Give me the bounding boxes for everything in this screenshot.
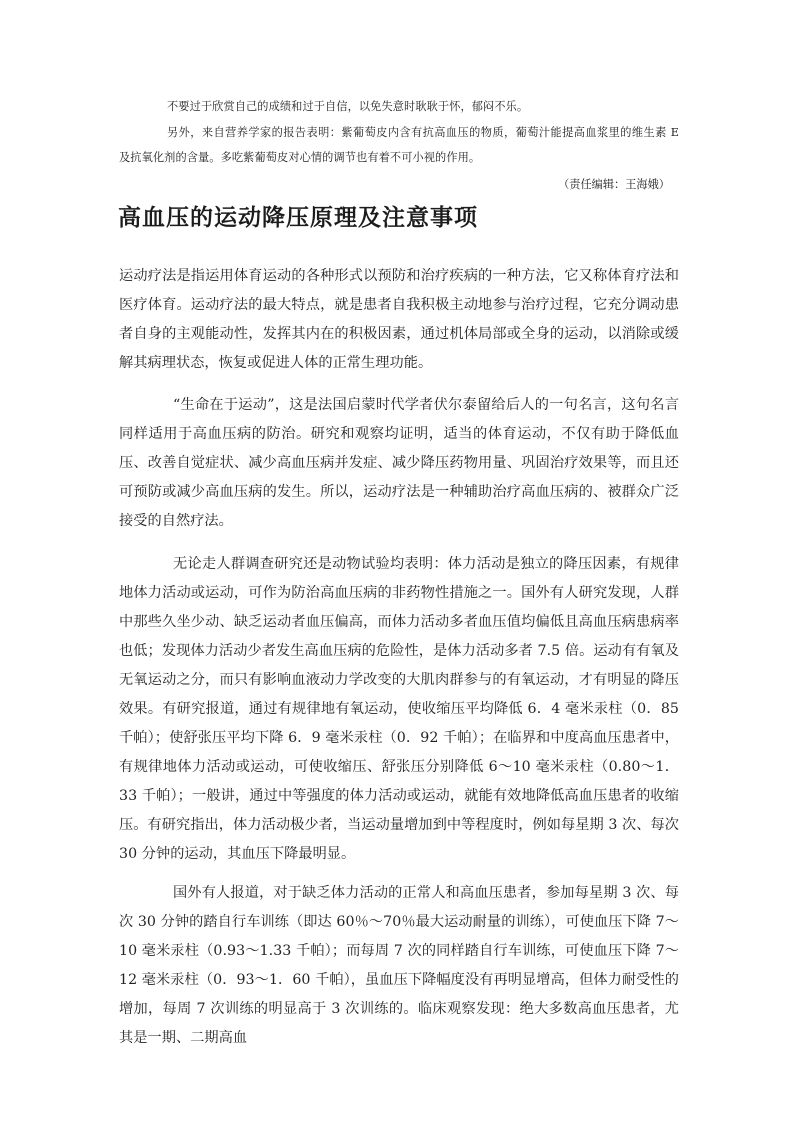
nutrition-paragraph: 另外，来自营养学家的报告表明：紫葡萄皮内含有抗高血压的物质，葡萄汁能提高血浆里的维生素 E 及抗氧化剂的含量。多吃紫葡萄皮对心情的调节也有着不可小视的作用。 bbox=[119, 126, 679, 164]
article-paragraph-4: 国外有人报道，对于缺乏体力活动的正常人和高血压患者，参加每星期 3 次、每次 30 分钟的踏自行车训练（即达 60％～70％最大运动耐量的训练），可使血压下降 7～10 毫米汞柱（0.93～1.33 千帕）；而每周 7 次的同样踏自行车训练，可使血压下降 7～12 毫米汞柱（0．93～1．60 千帕），虽血压下降幅度没有再明显增高，但体力耐受性的增加，每周 7 次训练的明显高于 3 次训练的。临床观察发现：绝大多数高血压患者，尤其是一期、二期高血 bbox=[119, 885, 679, 1046]
closing-paragraph-previous-article: 不要过于欣赏自己的成绩和过于自信，以免失意时耿耿于怀，郁闷不乐。 bbox=[167, 100, 529, 113]
article-paragraph-1: 运动疗法是指运用体育运动的各种形式以预防和治疗疾病的一种方法，它又称体育疗法和医疗体育。运动疗法的最大特点，就是患者自我积极主动地参与治疗过程，它充分调动患者自身的主观能动性，发挥其内在的积极因素，通过机体局部或全身的运动，以消除或缓解其病理状态，恢复或促进人体的正常生理功能。 bbox=[119, 268, 679, 371]
editor-credit: （责任编辑：王海娥） bbox=[558, 178, 670, 191]
article-paragraph-2: “生命在于运动”，这是法国启蒙时代学者伏尔泰留给后人的一句名言，这句名言同样适用于高血压病的防治。研究和观察均证明，适当的体育运动，不仅有助于降低血压、改善自觉症状、减少高血压病并发症、减少降压药物用量、巩固治疗效果等，而且还可预防或减少高血压病的发生。所以，运动疗法是一种辅助治疗高血压病的、被群众广泛接受的自然疗法。 bbox=[119, 397, 679, 529]
article-paragraph-3: 无论走人群调查研究还是动物试验均表明：体力活动是独立的降压因素，有规律地体力活动或运动，可作为防治高血压病的非药物性措施之一。国外有人研究发现，人群中那些久坐少动、缺乏运动者血压偏高，而体力活动多者血压值均偏低且高血压病患病率也低；发现体力活动少者发生高血压病的危险性，是体力活动多者 7.5 倍。运动有有氧及无氧运动之分，而只有影响血液动力学改变的大肌肉群参与的有氧运动，才有明显的降压效果。有研究报道，通过有规律地有氧运动，使收缩压平均降低 6．4 毫米汞柱（0．85 千帕）；使舒张压平均下降 6．9 毫米汞柱（0．92 千帕）；在临界和中度高血压患者中，有规律地体力活动或运动，可使收缩压、舒张压分别降低 6～10 毫米汞柱（0.80～1．33 千帕）；一般讲，通过中等强度的体力活动或运动，就能有效地降低高血压患者的收缩压。有研究指出，体力活动极少者，当运动量增加到中等程度时，例如每星期 3 次、每次 30 分钟的运动，其血压下降最明显。 bbox=[119, 556, 679, 862]
article-title: 高血压的运动降压原理及注意事项 bbox=[118, 204, 478, 231]
